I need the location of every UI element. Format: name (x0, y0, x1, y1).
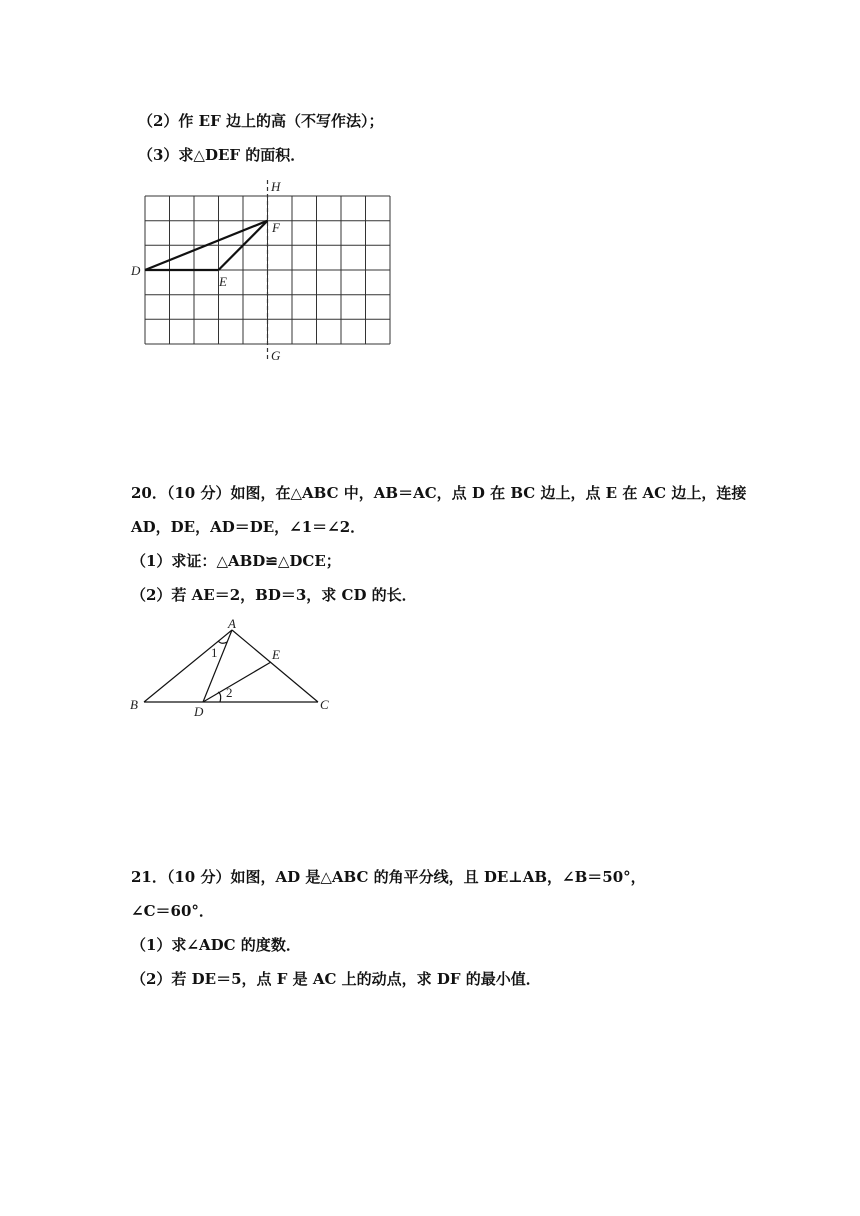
label-f: F (272, 220, 280, 235)
q20-stem-line1: 20．（10 分）如图，在△ABC 中，AB＝AC，点 D 在 BC 边上，点 E 在 AC 边上，连接 (131, 484, 747, 502)
q19-part3: （3）求△DEF 的面积． (138, 146, 306, 164)
q19-grid-figure (125, 175, 405, 370)
label-e: E (219, 274, 227, 289)
q21-part2: （2）若 DE＝5，点 F 是 AC 上的动点，求 DF 的最小值． (131, 970, 541, 988)
label-b: B (130, 697, 138, 712)
label-c: C (320, 697, 329, 712)
label-d: D (194, 704, 204, 719)
q21-stem-line2: ∠C＝60°． (131, 902, 214, 920)
angle-2-label: 2 (226, 685, 233, 700)
angle-1-label: 1 (211, 645, 218, 660)
q20-stem-line2: AD，DE，AD＝DE，∠1＝∠2． (131, 518, 366, 536)
label-e: E (272, 647, 280, 662)
q21-part1: （1）求∠ADC 的度数． (131, 936, 301, 954)
q21-stem-line1: 21．（10 分）如图，AD 是△ABC 的角平分线，且 DE⊥AB，∠B＝50°， (131, 868, 646, 886)
label-a: A (228, 616, 236, 631)
label-g: G (271, 348, 281, 363)
label-d: D (131, 263, 141, 278)
label-h: H (271, 179, 281, 194)
q20-part2: （2）若 AE＝2，BD＝3，求 CD 的长． (131, 586, 417, 604)
q20-triangle-figure (125, 610, 340, 720)
q20-part1: （1）求证：△ABD≌△DCE； (131, 552, 341, 570)
q19-part2: （2）作 EF 边上的高（不写作法）； (138, 112, 384, 130)
